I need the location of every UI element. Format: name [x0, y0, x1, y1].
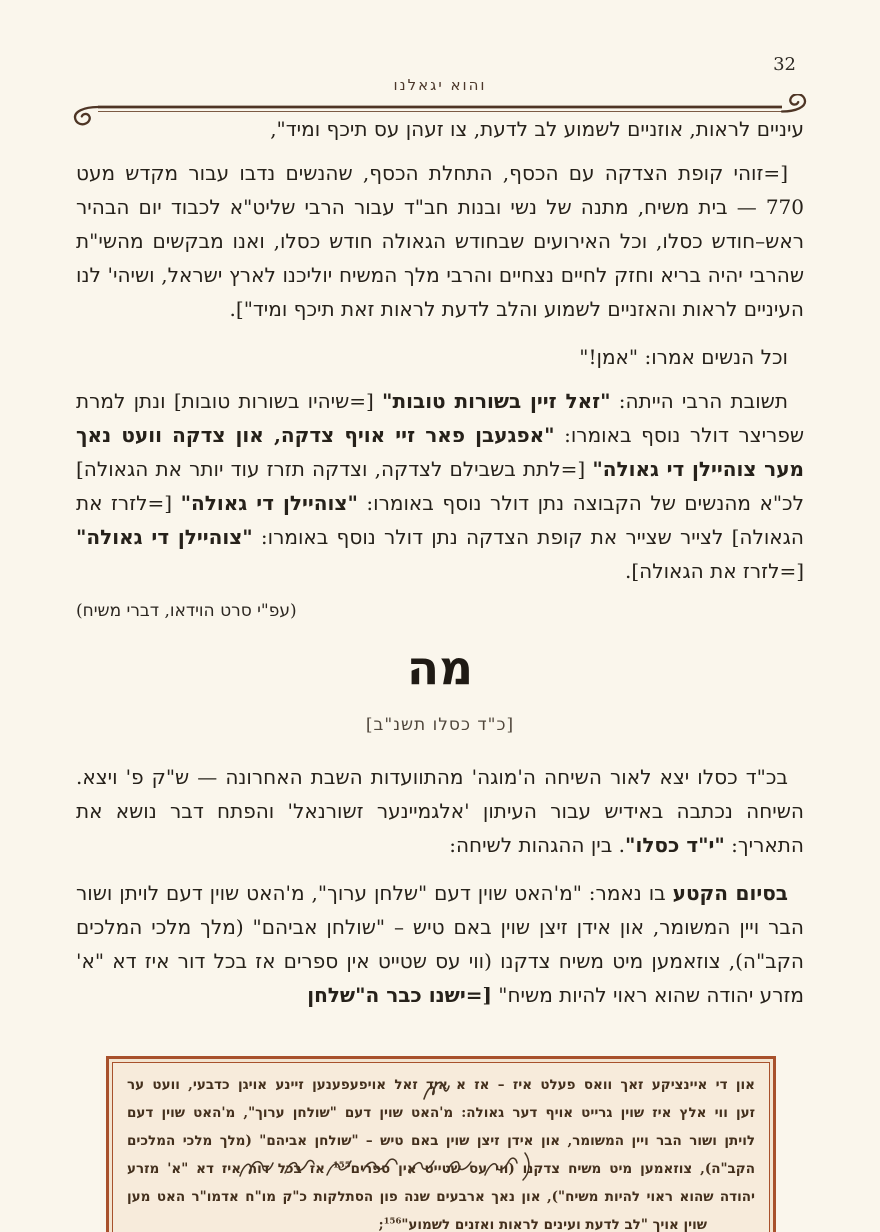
- text-segment: . בין ההגהות לשיחה:: [449, 833, 626, 857]
- paragraph-amen: וכל הנשים אמרו: "אמן!": [579, 345, 788, 369]
- clipping-line: יהודה שהוא ראוי להיות משיח"), און נאך ארבעים שנה פון הסתלקות כ"ק מו"ח אדמו"ר האט מען: [127, 1189, 755, 1205]
- text-segment: שוין אויך "לב לדעת ועינים לראות ואזנים לשמוע": [401, 1217, 707, 1232]
- text-segment: אז בכל דור איז דא "א' מזרע: [127, 1161, 333, 1177]
- page-body: [76, 112, 804, 1232]
- clipping-line: לויתן ושור הבר ויין המשומר, און אידן זיצן שוין באם טיש – "שולחן אביהם" (מלך מלכי המלכים: [127, 1133, 755, 1149]
- text-segment: [=לזרז את הגאולה] לצייר שצייר את קופת הצדקה נתן דולר נוסף באומרו:: [76, 491, 804, 549]
- quoted-yiddish-segment: "זאל זיין בשורות טובות": [382, 389, 611, 413]
- clipping-line: [127, 1155, 755, 1183]
- clipping-line: [127, 1211, 755, 1232]
- chapter-date-line: [כ"ד כסלו תשנ"ב]: [365, 715, 515, 735]
- paragraph-rebbe-response: [76, 384, 804, 588]
- paragraph-excerpt: [76, 876, 804, 1012]
- text-segment: בו נאמר: "מ'האט שוין דעם "שלחן ערוך", מ'האט שוין דעם לויתן ושור הבר ויין המשומר, און אידן זיצן שוין באם טיש – "שולחן אביהם" (מלך מלכי המלכים הקב"ה), צוזאמען מיט משיח צדקנו (ווי עס שטייט אין ספרים אז בכל דור איז דא "א' מזרע יהודה שהוא ראוי להיות משיח": [76, 881, 804, 1007]
- quoted-yiddish-segment: "צוהיילן די גאולה": [180, 491, 358, 515]
- footnote-reference: 155: [332, 1160, 351, 1171]
- paragraph-bracket-translation: [=זוהי קופת הצדקה עם הכסף, התחלת הכסף, שהנשים נדבו עבור מקדש מעט 770 — בית משיח, מתנה של נשי ובנות חב"ד עבור הרבי שליט"א לכבוד יום הבהיר ראש–חודש כסלו, וכל האירועים שבחודש הגאולה חודש כסלו, ואנו מבקשים מהשי"ת שהרבי יהיה בריא וחזק לחיים נצחיים והרבי מלך המשיח יוליכנו לארץ ישראל, ושיהי' לנו העיניים לראות והאזניים לשמוע והלב לדעת לראות זאת תיכף ומיד"].: [76, 161, 804, 321]
- text-segment: הקב"ה), צוזאמען מיט משיח צדקנו (ווי עס שטייט אין ספרים: [350, 1161, 755, 1177]
- footnote-reference: 156: [383, 1216, 402, 1227]
- page-number: 32: [773, 54, 796, 75]
- chapter-title: מה: [406, 641, 474, 696]
- paragraph-sicha-intro: [76, 760, 804, 862]
- text-segment: בכ"ד כסלו יצא לאור השיחה ה'מוגה' מהתוועדות השבת האחרונה — ש"ק פ' ויצא. השיחה נכתבה באידיש עבור העיתון 'אלגמיינער זשורנאל' והפתח דבר נושא את התאריך:: [76, 765, 804, 857]
- text-segment: [=לתת בשבילם לצדקה, וצדקה תזרז עוד יותר את הגאולה] לכ"א מהנשים של הקבוצה נתן דולר נוסף באומרו:: [76, 457, 804, 515]
- source-attribution: (עפ"י סרט הוידאו, דברי משיח): [76, 601, 297, 621]
- clipping-line: זען ווי אלץ איז שוין גרייט אויף דער גאולה: מ'האט שוין דעם "שולחן ערוך", מ'האט שוין דעם: [127, 1105, 755, 1121]
- quoted-yiddish-segment: "אפגעבן פאר זיי אויף צדקה, און צדקה וועט נאך מער צוהיילן די גאולה": [76, 423, 804, 481]
- running-header-title: והוא יגאלנו: [393, 76, 487, 94]
- text-segment: ;: [378, 1217, 384, 1232]
- quoted-yiddish-segment: "צוהיילן די גאולה": [76, 525, 253, 549]
- text-segment: [=לזרז את הגאולה].: [624, 559, 804, 583]
- bracket-emphasis-segment: [=ישנו כבר ה"שלחן: [307, 983, 492, 1007]
- clipping-text-block: [112, 1062, 770, 1232]
- newspaper-clipping-box: [106, 1056, 776, 1232]
- text-segment: תשובת הרבי הייתה:: [610, 389, 788, 413]
- continuation-line: עיניים לראות, אוזניים לשמוע לב לדעת, צו זעהן עס תיכף ומיד",: [270, 117, 804, 141]
- clipping-line: און די איינציקע זאך וואס פעלט איז – אז א איד זאל אויפעפענען זיינע אויגן כדבעי, וועט ער: [127, 1077, 755, 1093]
- text-segment: [=שיהיו בשורות טובות] ונתן למרת שפריצר דולר נוסף באומרו:: [76, 389, 804, 447]
- lead-emphasis-segment: בסיום הקטע: [672, 881, 788, 905]
- date-emphasis-segment: "י"ד כסלו": [625, 833, 725, 857]
